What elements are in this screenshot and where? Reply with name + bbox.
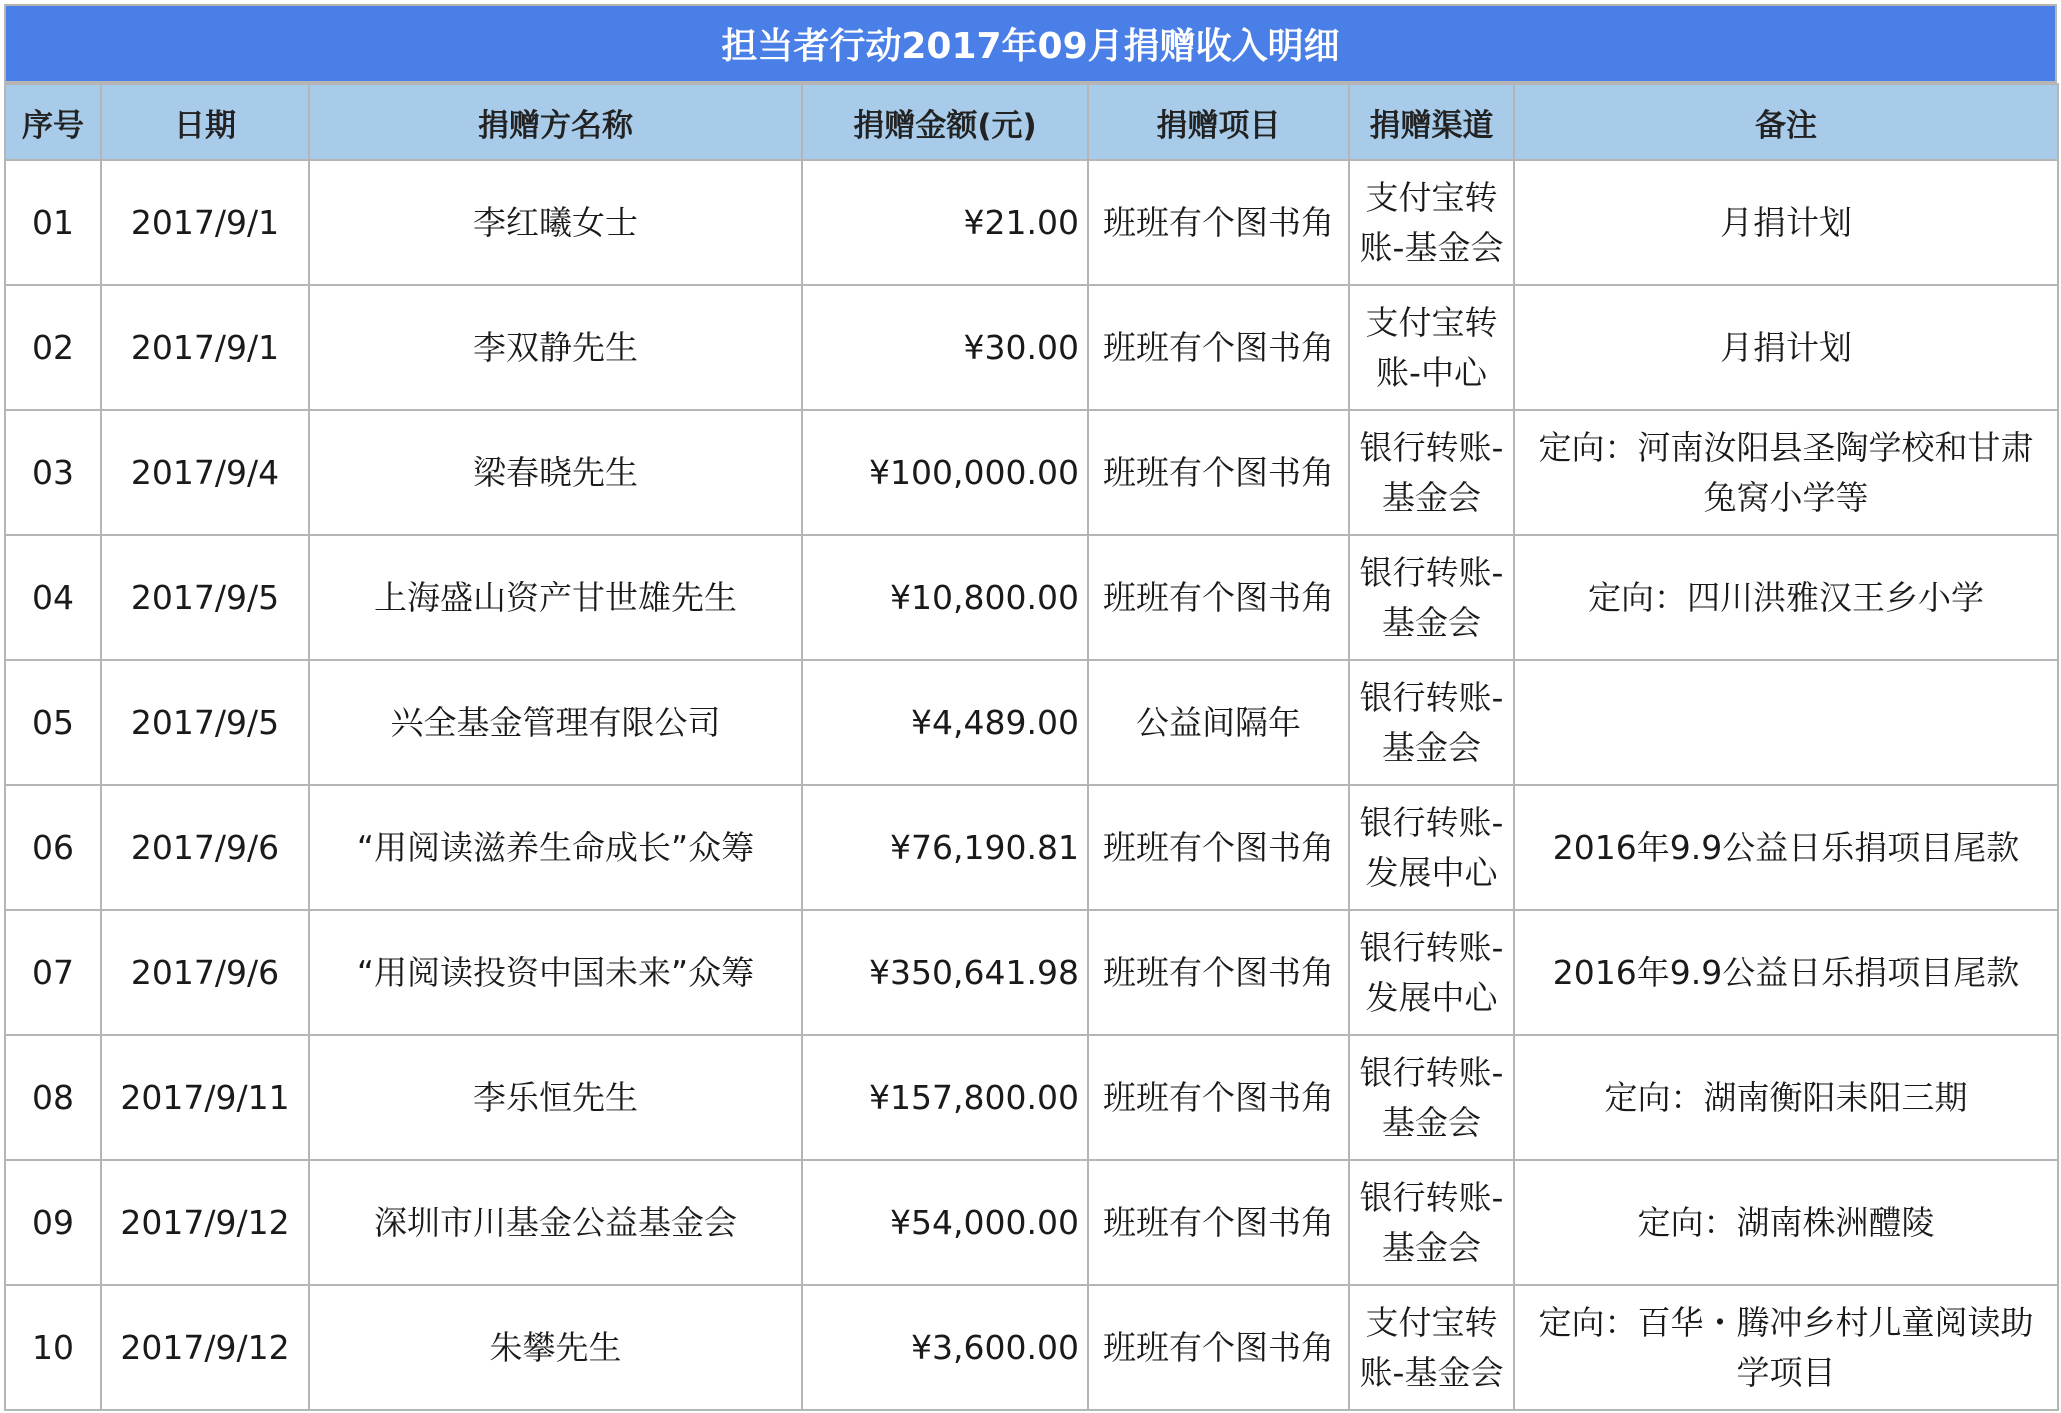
cell-channel: 银行转账-基金会 (1349, 1160, 1514, 1285)
table-row (5, 660, 2058, 785)
cell-project: 班班有个图书角 (1088, 535, 1349, 660)
cell-remark: 定向：河南汝阳县圣陶学校和甘肃兔窝小学等 (1514, 410, 2058, 535)
cell-no: 10 (5, 1285, 101, 1410)
cell-channel: 银行转账-发展中心 (1349, 785, 1514, 910)
cell-date: 2017/9/5 (101, 660, 309, 785)
cell-remark: 月捐计划 (1514, 160, 2058, 285)
donation-table (4, 83, 2059, 1411)
header-cell-date: 日期 (101, 84, 309, 160)
cell-donor: 李乐恒先生 (309, 1035, 802, 1160)
cell-channel: 支付宝转账-中心 (1349, 285, 1514, 410)
cell-no: 07 (5, 910, 101, 1035)
cell-amount: ¥76,190.81 (802, 785, 1088, 910)
cell-date: 2017/9/4 (101, 410, 309, 535)
table-row (5, 285, 2058, 410)
cell-no: 06 (5, 785, 101, 910)
cell-no: 09 (5, 1160, 101, 1285)
cell-project: 班班有个图书角 (1088, 1035, 1349, 1160)
table-row (5, 785, 2058, 910)
cell-donor: 李双静先生 (309, 285, 802, 410)
cell-channel: 银行转账-基金会 (1349, 1035, 1514, 1160)
cell-donor: “用阅读投资中国未来”众筹 (309, 910, 802, 1035)
cell-channel: 银行转账-发展中心 (1349, 910, 1514, 1035)
cell-amount: ¥21.00 (802, 160, 1088, 285)
cell-project: 班班有个图书角 (1088, 1160, 1349, 1285)
cell-date: 2017/9/11 (101, 1035, 309, 1160)
table-row (5, 1285, 2058, 1410)
cell-no: 04 (5, 535, 101, 660)
cell-donor: 深圳市川基金公益基金会 (309, 1160, 802, 1285)
cell-date: 2017/9/6 (101, 785, 309, 910)
cell-no: 08 (5, 1035, 101, 1160)
cell-date: 2017/9/12 (101, 1160, 309, 1285)
header-cell-no: 序号 (5, 84, 101, 160)
cell-donor: “用阅读滋养生命成长”众筹 (309, 785, 802, 910)
cell-date: 2017/9/5 (101, 535, 309, 660)
cell-amount: ¥350,641.98 (802, 910, 1088, 1035)
cell-project: 班班有个图书角 (1088, 410, 1349, 535)
cell-donor: 李红曦女士 (309, 160, 802, 285)
cell-remark: 2016年9.9公益日乐捐项目尾款 (1514, 910, 2058, 1035)
cell-date: 2017/9/1 (101, 285, 309, 410)
cell-channel: 支付宝转账-基金会 (1349, 1285, 1514, 1410)
cell-amount: ¥30.00 (802, 285, 1088, 410)
header-cell-channel: 捐赠渠道 (1349, 84, 1514, 160)
cell-date: 2017/9/1 (101, 160, 309, 285)
cell-remark: 2016年9.9公益日乐捐项目尾款 (1514, 785, 2058, 910)
header-row (5, 84, 2058, 160)
table-row (5, 910, 2058, 1035)
cell-amount: ¥54,000.00 (802, 1160, 1088, 1285)
cell-donor: 上海盛山资产甘世雄先生 (309, 535, 802, 660)
cell-amount: ¥10,800.00 (802, 535, 1088, 660)
cell-remark (1514, 660, 2058, 785)
cell-project: 班班有个图书角 (1088, 785, 1349, 910)
table-row (5, 160, 2058, 285)
cell-channel: 银行转账-基金会 (1349, 535, 1514, 660)
cell-donor: 兴全基金管理有限公司 (309, 660, 802, 785)
cell-remark: 月捐计划 (1514, 285, 2058, 410)
table-row (5, 535, 2058, 660)
cell-remark: 定向：湖南衡阳耒阳三期 (1514, 1035, 2058, 1160)
header-cell-amount: 捐赠金额(元) (802, 84, 1088, 160)
header-cell-remark: 备注 (1514, 84, 2058, 160)
sheet-title: 担当者行动2017年09月捐赠收入明细 (4, 4, 2057, 83)
cell-date: 2017/9/12 (101, 1285, 309, 1410)
cell-project: 公益间隔年 (1088, 660, 1349, 785)
header-cell-donor: 捐赠方名称 (309, 84, 802, 160)
cell-amount: ¥4,489.00 (802, 660, 1088, 785)
cell-remark: 定向：湖南株洲醴陵 (1514, 1160, 2058, 1285)
cell-donor: 梁春晓先生 (309, 410, 802, 535)
cell-amount: ¥157,800.00 (802, 1035, 1088, 1160)
cell-amount: ¥3,600.00 (802, 1285, 1088, 1410)
table-row (5, 1160, 2058, 1285)
cell-amount: ¥100,000.00 (802, 410, 1088, 535)
cell-no: 03 (5, 410, 101, 535)
cell-channel: 银行转账-基金会 (1349, 660, 1514, 785)
cell-no: 05 (5, 660, 101, 785)
cell-remark: 定向：四川洪雅汉王乡小学 (1514, 535, 2058, 660)
cell-remark: 定向：百华・腾冲乡村儿童阅读助学项目 (1514, 1285, 2058, 1410)
donation-sheet (4, 4, 2057, 1411)
cell-no: 01 (5, 160, 101, 285)
cell-project: 班班有个图书角 (1088, 160, 1349, 285)
cell-date: 2017/9/6 (101, 910, 309, 1035)
table-row (5, 410, 2058, 535)
cell-project: 班班有个图书角 (1088, 910, 1349, 1035)
header-cell-project: 捐赠项目 (1088, 84, 1349, 160)
cell-no: 02 (5, 285, 101, 410)
table-row (5, 1035, 2058, 1160)
cell-channel: 银行转账-基金会 (1349, 410, 1514, 535)
cell-project: 班班有个图书角 (1088, 1285, 1349, 1410)
cell-project: 班班有个图书角 (1088, 285, 1349, 410)
cell-donor: 朱攀先生 (309, 1285, 802, 1410)
cell-channel: 支付宝转账-基金会 (1349, 160, 1514, 285)
